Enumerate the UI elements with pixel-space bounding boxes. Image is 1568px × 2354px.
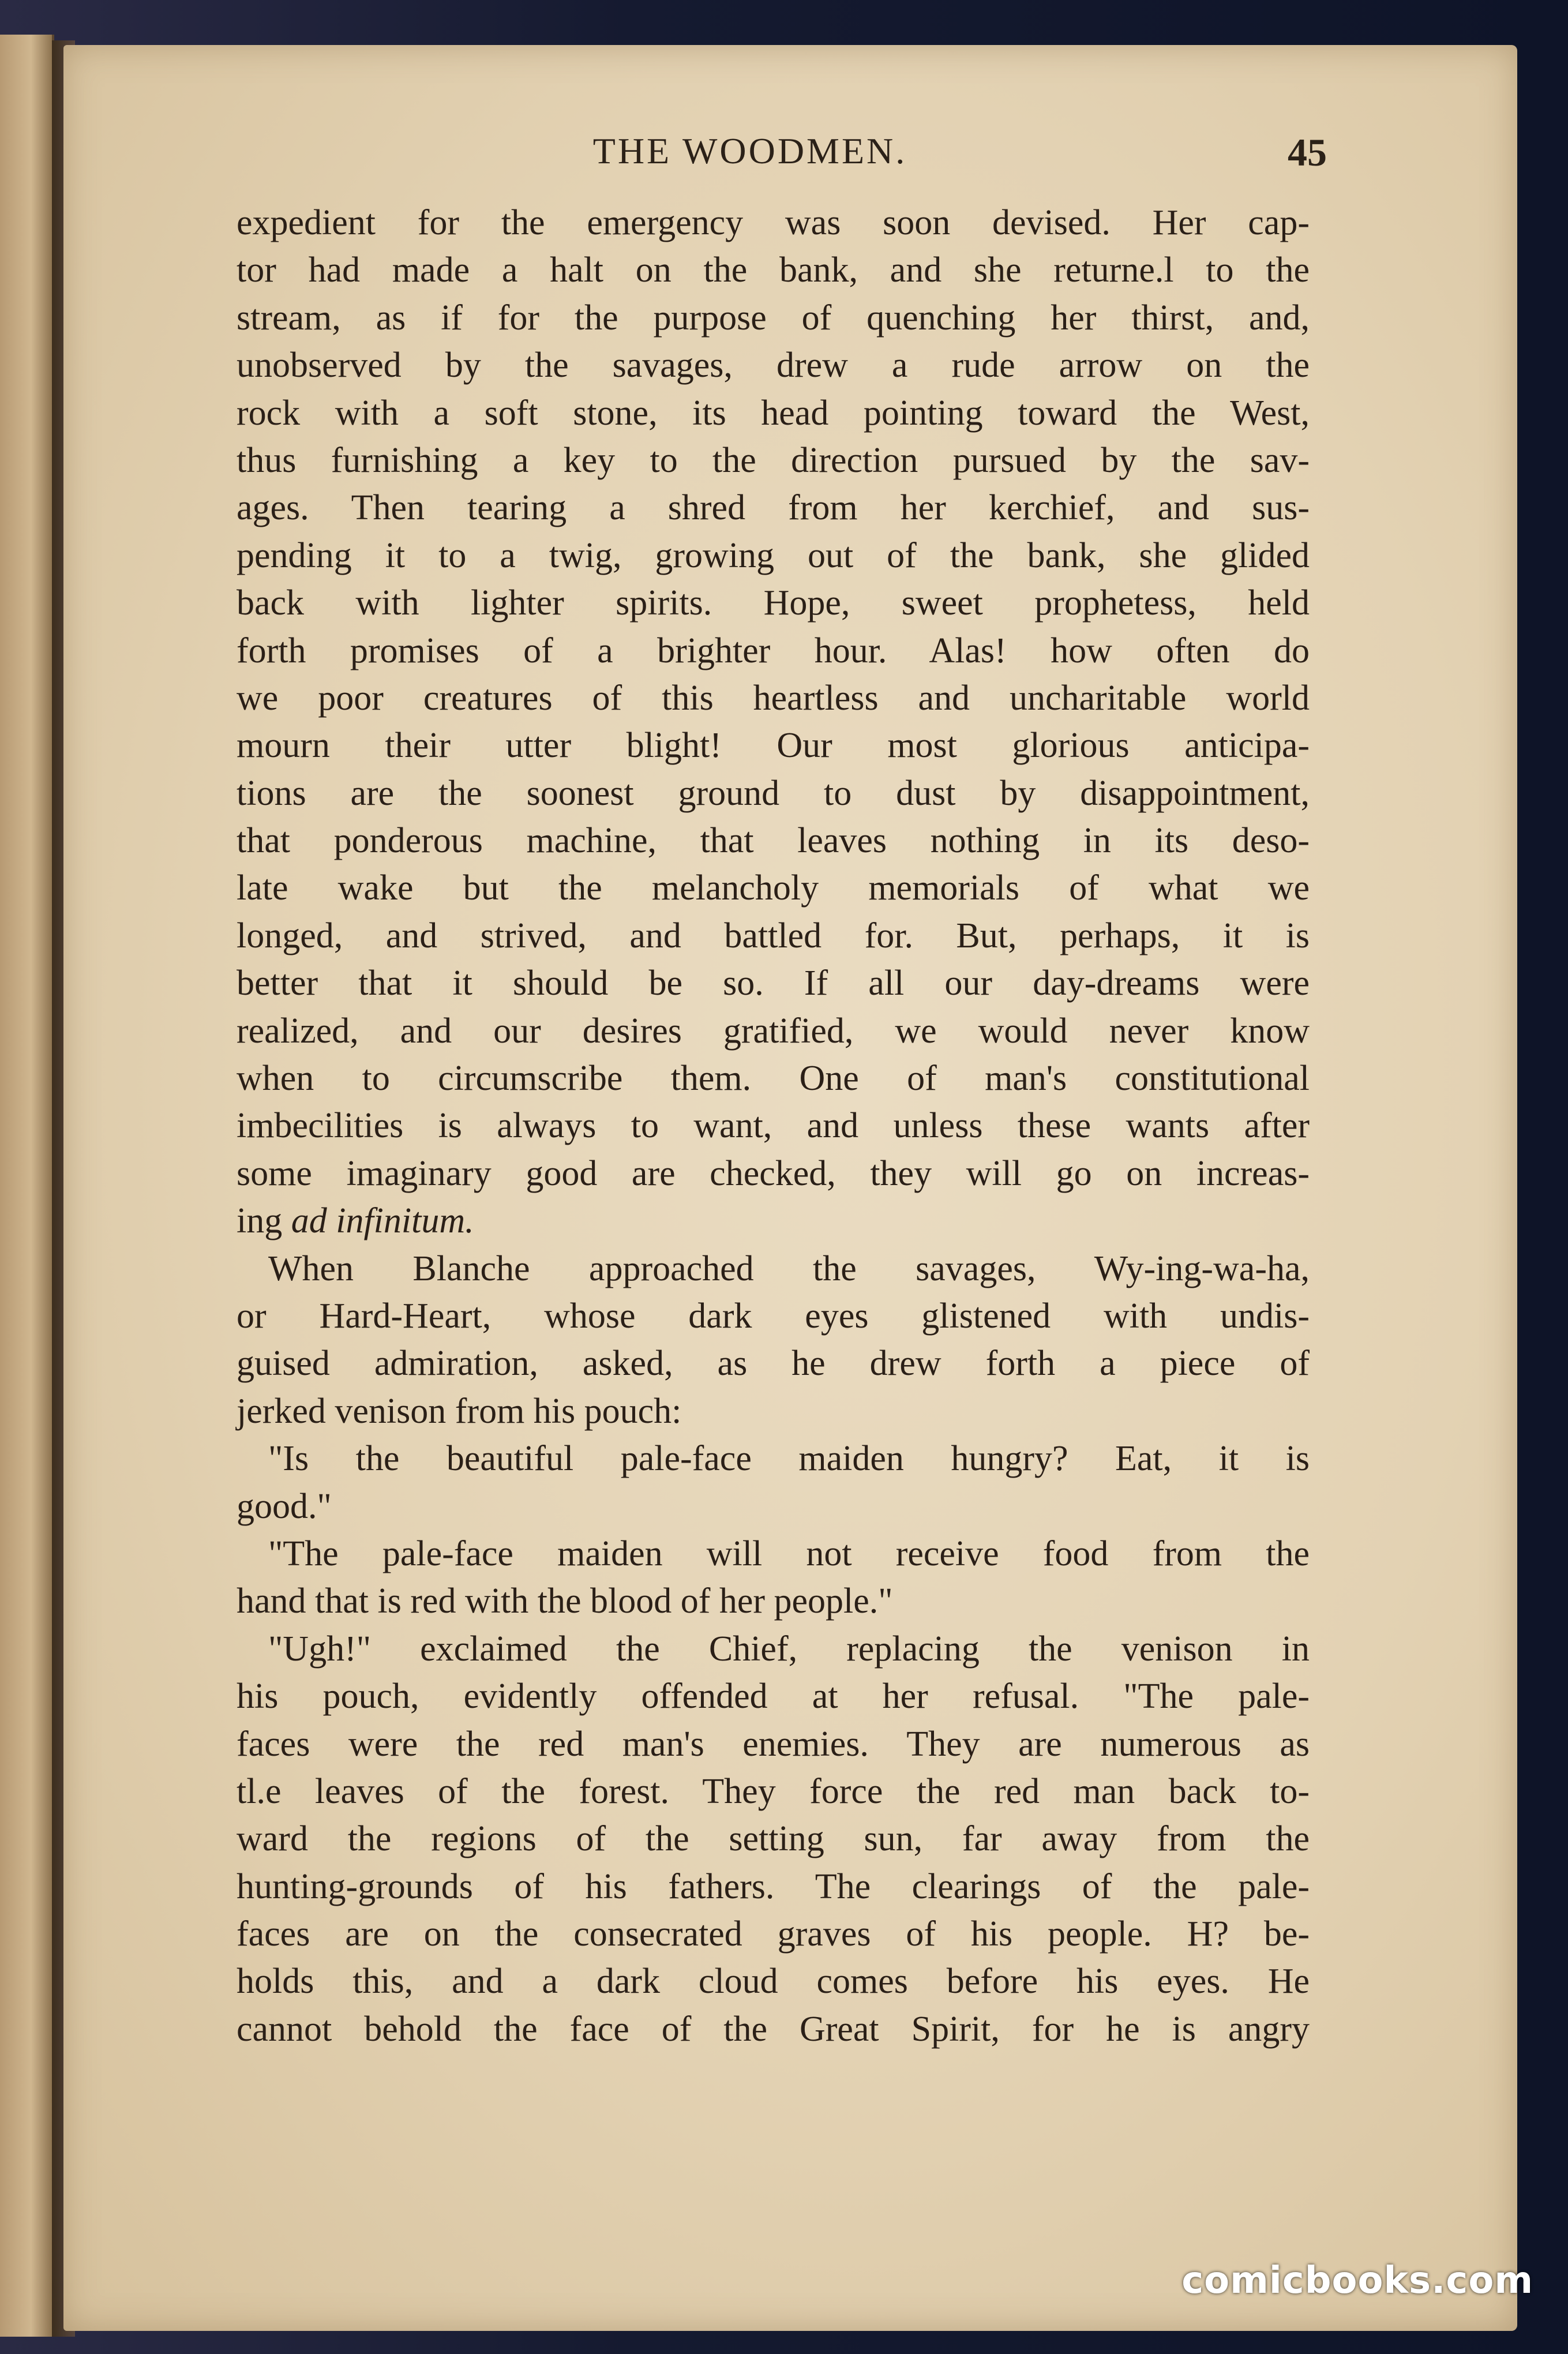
- text-line: unobserved by the savages, drew a rude arrow on the: [237, 346, 1310, 385]
- text-line: When Blanche approached the savages, Wy-ing-wa-ha,: [268, 1249, 1310, 1288]
- text-line: rock with a soft stone, its head pointing toward the West,: [237, 393, 1310, 433]
- text-line: "Ugh!" exclaimed the Chief, replacing the venison in: [268, 1629, 1310, 1669]
- text-line: when to circumscribe them. One of man's constitutional: [237, 1059, 1310, 1099]
- running-head: THE WOODMEN.: [592, 130, 907, 171]
- text-line: hand that is red with the blood of her people.": [237, 1581, 893, 1621]
- text-line: faces were the red man's enemies. They are numerous as: [237, 1724, 1310, 1764]
- text-line: cannot behold the face of the Great Spirit, for he is angry: [237, 2009, 1310, 2049]
- page-header: [173, 130, 1327, 188]
- text-line: tl.e leaves of the forest. They force the red man back to-: [237, 1771, 1310, 1811]
- text-line: ages. Then tearing a shred from her kerchief, and sus-: [237, 488, 1310, 528]
- text-line: realized, and our desires gratified, we would never know: [237, 1011, 1310, 1051]
- text-line: thus furnishing a key to the direction pursued by the sav-: [237, 440, 1310, 480]
- text-line: holds this, and a dark cloud comes before his eyes. He: [237, 1962, 1310, 2001]
- text-line: expedient for the emergency was soon devised. Her cap-: [237, 203, 1310, 242]
- text-line: his pouch, evidently offended at her refusal. "The pale-: [237, 1677, 1310, 1716]
- text-line: that ponderous machine, that leaves nothing in its deso-: [237, 821, 1310, 861]
- text-line: better that it should be so. If all our day-dreams were: [237, 964, 1310, 1003]
- text-line: some imaginary good are checked, they will go on increas-: [237, 1153, 1310, 1193]
- left-page-edge: [0, 35, 54, 2337]
- text-line: forth promises of a brighter hour. Alas! how often do: [237, 631, 1310, 670]
- text-line: imbecilities is always to want, and unless these wants after: [237, 1106, 1310, 1146]
- text-line: tor had made a halt on the bank, and she returne.l to the: [237, 250, 1310, 290]
- text-line: ward the regions of the setting sun, far away from the: [237, 1819, 1310, 1859]
- text-line-with-italic: [237, 1197, 1310, 1245]
- text-line: pending it to a twig, growing out of the bank, she glided: [237, 535, 1310, 575]
- text-line: jerked venison from his pouch:: [237, 1391, 682, 1431]
- text-line: late wake but the melancholy memorials of what we: [237, 868, 1310, 908]
- text-line: tions are the soonest ground to dust by disappointment,: [237, 773, 1310, 813]
- text-line: we poor creatures of this heartless and uncharitable world: [237, 678, 1310, 718]
- text-line: "The pale-face maiden will not receive food from the: [268, 1534, 1310, 1573]
- text-line: good.": [237, 1486, 332, 1526]
- text-line: or Hard-Heart, whose dark eyes glistened with undis-: [237, 1296, 1310, 1336]
- body-text: [237, 199, 1310, 2053]
- page-number: 45: [1288, 130, 1327, 174]
- text-line: back with lighter spirits. Hope, sweet prophetess, held: [237, 583, 1310, 623]
- text-line: hunting-grounds of his fathers. The clearings of the pale-: [237, 1866, 1310, 1906]
- italic-phrase: ad infinitum.: [291, 1201, 474, 1241]
- text-line: longed, and strived, and battled for. But, perhaps, it is: [237, 916, 1310, 955]
- watermark-logo: comicbooks.com: [1181, 2259, 1533, 2302]
- text-line-start: ing: [237, 1201, 283, 1241]
- text-line: mourn their utter blight! Our most glorious anticipa-: [237, 726, 1310, 766]
- text-line: guised admiration, asked, as he drew forth a piece of: [237, 1344, 1310, 1384]
- text-line: faces are on the consecrated graves of his people. H? be-: [237, 1914, 1310, 1954]
- text-line: "Is the beautiful pale-face maiden hungry? Eat, it is: [268, 1439, 1310, 1479]
- text-line: stream, as if for the purpose of quenching her thirst, and,: [237, 298, 1310, 338]
